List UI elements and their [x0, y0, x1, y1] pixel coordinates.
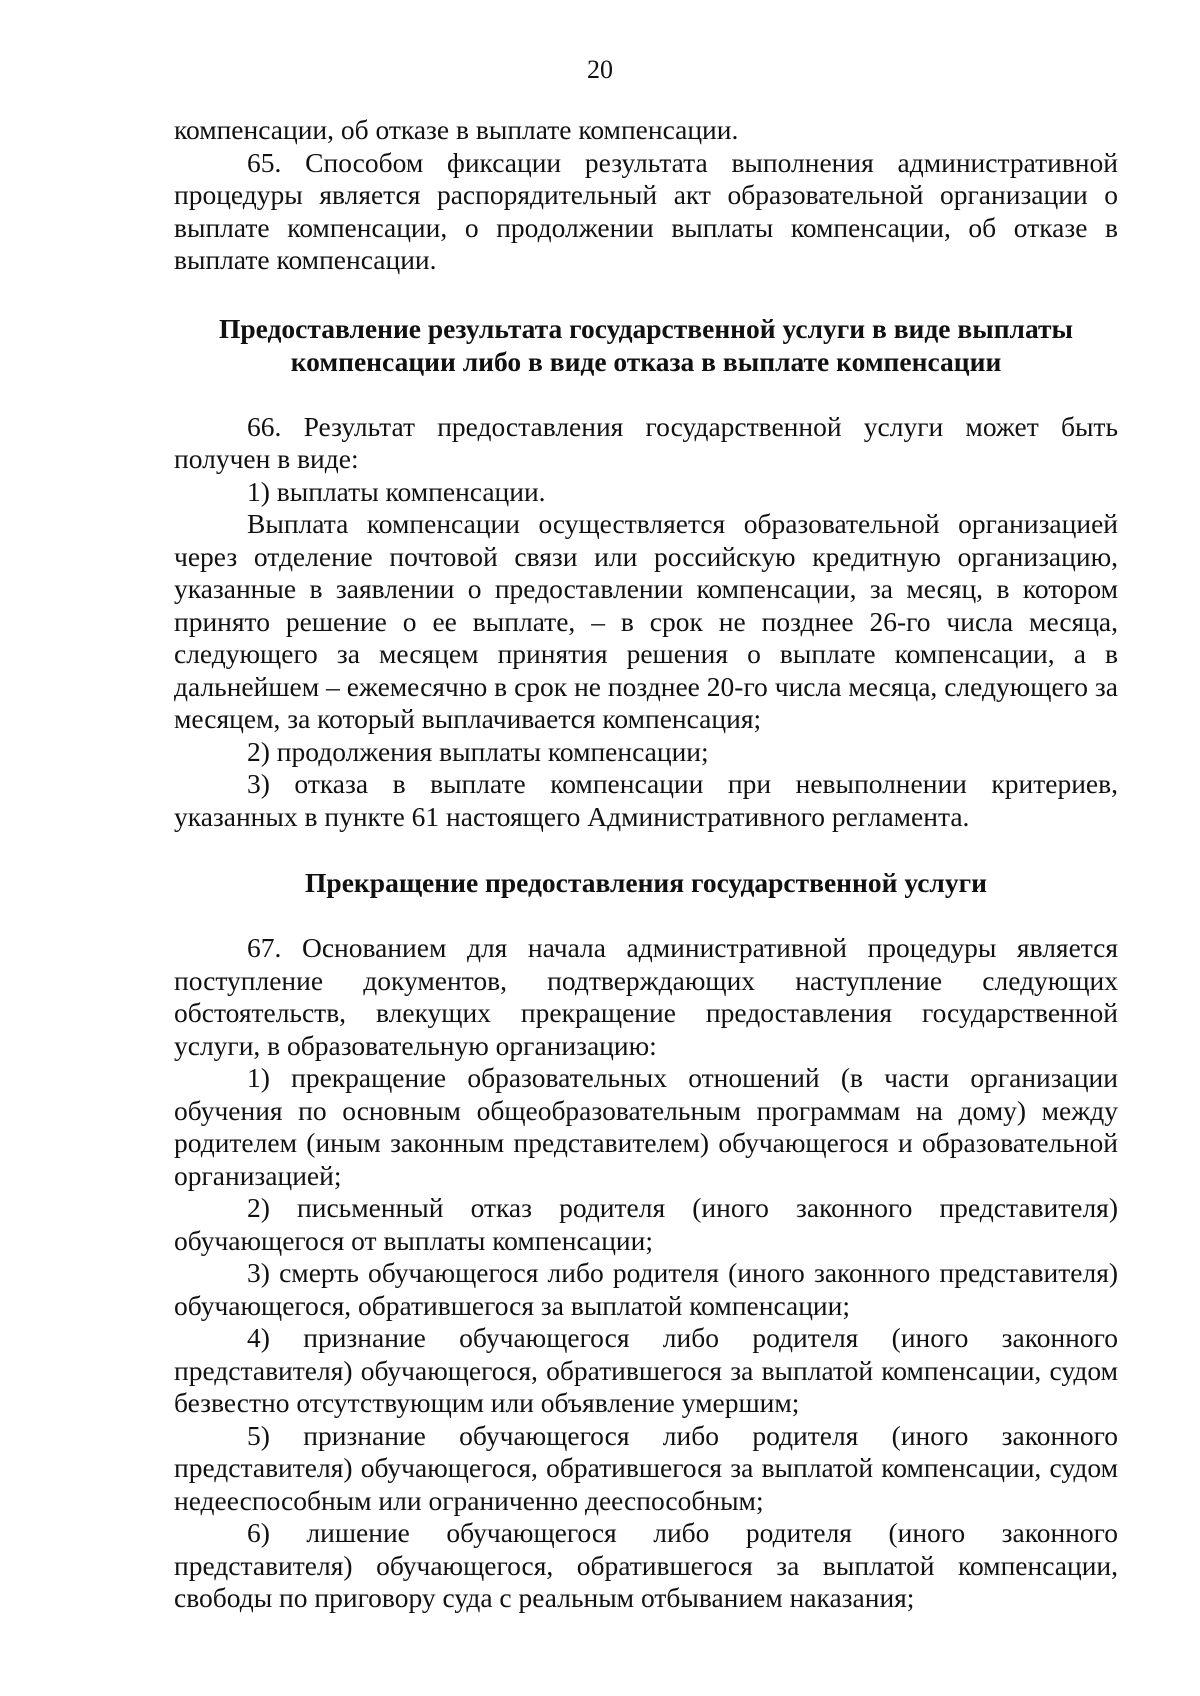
section-heading-termination: Прекращение предоставления государственной услуги [305, 867, 987, 898]
list-item-67-2: 2) письменный отказ родителя (иного законного представителя) обучающегося от выплаты компенсации; [174, 1192, 1118, 1256]
list-item-66-3: 3) отказа в выплате компенсации при невыполнении критериев, указанных в пункте 61 настоящего Административного регламента. [174, 768, 1118, 832]
list-item-66-2: 2) продолжения выплаты компенсации; [247, 735, 709, 767]
list-item-67-5: 5) признание обучающегося либо родителя (иного законного представителя) обучающегося, обратившегося за выплатой компенсации, судом недееспособным или ограниченно дееспособным; [174, 1419, 1118, 1516]
section-heading-result-delivery: Предоставление результата государственной услуги в виде выплаты компенсации либо в виде отказа в выплате компенсации [218, 312, 1074, 377]
page-number: 20 [587, 55, 613, 84]
paragraph-67: 67. Основанием для начала административной процедуры является поступление документов, подтверждающих наступление следующих обстоятельств, влекущих прекращение предоставления государственной услуги, в образовательную организацию: [174, 932, 1118, 1061]
paragraph-continuation: компенсации, об отказе в выплате компенсации. [174, 114, 739, 145]
paragraph-66: 66. Результат предоставления государственной услуги может быть получен в виде: [174, 410, 1118, 474]
list-item-67-6: 6) лишение обучающегося либо родителя (иного законного представителя) обучающегося, обратившегося за выплатой компенсации, свободы по приговору суда с реальным отбыванием наказания; [174, 1517, 1118, 1613]
list-item-67-3: 3) смерть обучающегося либо родителя (иного законного представителя) обучающегося, обратившегося за выплатой компенсации; [174, 1257, 1118, 1321]
document-body [174, 114, 1118, 1615]
list-item-67-1: 1) прекращение образовательных отношений (в части организации обучения по основным общеобразовательным программам на дому) между родителем (иным законным представителем) обучающегося и образовательной организацией; [174, 1062, 1118, 1191]
paragraph-payment-terms: Выплата компенсации осуществляется образовательной организацией через отделение почтовой связи или российскую кредитную организацию, указанные в заявлении о предоставлении компенсации, за месяц, в котором принято решение о ее выплате, – в срок не позднее 26-го числа месяца, следующего за месяцем принятия решения о выплате компенсации, а в дальнейшем – ежемесячно в срок не позднее 20-го числа месяца, следующего за месяцем, за который выплачивается компенсация; [174, 508, 1118, 734]
list-item-66-1: 1) выплаты компенсации. [247, 475, 546, 507]
list-item-67-4: 4) признание обучающегося либо родителя (иного законного представителя) обучающегося, обратившегося за выплатой компенсации, судом безвестно отсутствующим или объявление умершим; [174, 1322, 1118, 1418]
paragraph-65: 65. Способом фиксации результата выполнения административной процедуры является распорядительный акт образовательной организации о выплате компенсации, о продолжении выплаты компенсации, об отказе в выплате компенсации. [174, 146, 1118, 275]
